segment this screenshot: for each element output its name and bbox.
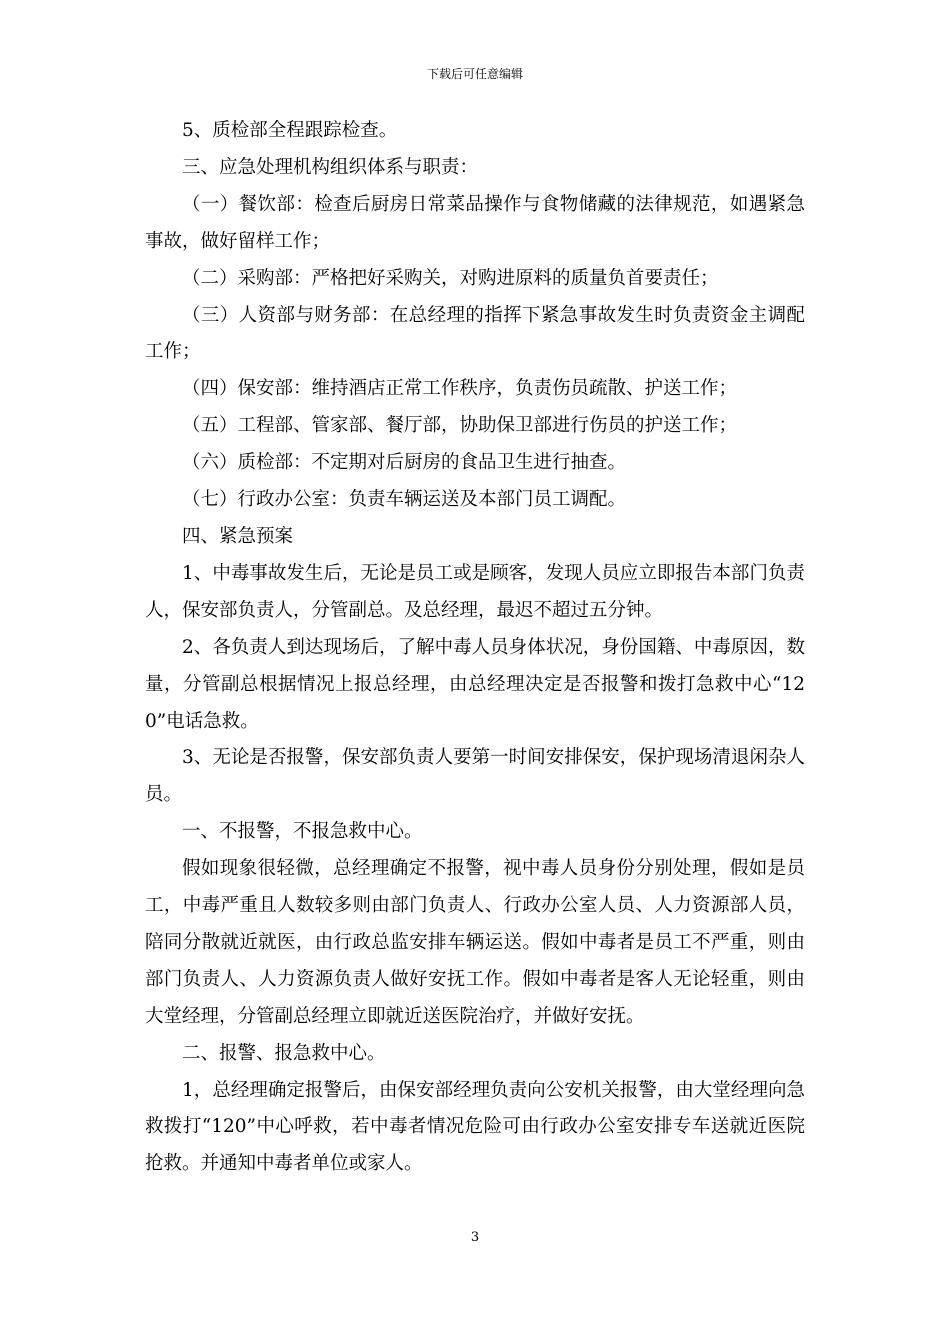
section-heading: 三、应急处理机构组织体系与职责： — [182, 156, 479, 178]
paragraph: （五）工程部、管家部、餐厅部，协助保卫部进行伤员的护送工作； — [182, 415, 738, 437]
paragraph: 5、质检部全程跟踪检查。 — [182, 120, 398, 141]
document-body — [145, 113, 805, 1183]
paragraph: 1、中毒事故发生后，无论是员工或是顾客，发现人员应立即报告本部门负责人，保安部负责人，分管副总。及总经理，最迟不超过五分钟。 — [145, 562, 805, 621]
page-header: 下载后可任意编辑 — [426, 67, 523, 81]
paragraph: 1，总经理确定报警后，由保安部经理负责向公安机关报警，由大堂经理向急救拨打“120”中心呼救，若中毒者情况危险可由行政办公室安排专车送就近医院抢救。并通知中毒者单位或家人。 — [145, 1079, 805, 1175]
paragraph: 3、无论是否报警，保安部负责人要第一时间安排保安，保护现场清退闲杂人员。 — [145, 747, 805, 806]
section-heading: 一、不报警，不报急救中心。 — [182, 821, 423, 843]
paragraph: 2、各负责人到达现场后，了解中毒人员身体状况，身份国籍、中毒原因，数量，分管副总根据情况上报总经理，由总经理决定是否报警和拨打急救中心“120”电话急救。 — [145, 636, 805, 732]
paragraph: 假如现象很轻微，总经理确定不报警，视中毒人员身份分别处理，假如是员工，中毒严重且人数较多则由部门负责人、行政办公室人员、人力资源部人员，陪同分散就近就医，由行政总监安排车辆运送。假如中毒者是员工不严重，则由部门负责人、人力资源负责人做好安抚工作。假如中毒者是客人无论轻重，则由大堂经理，分管副总经理立即就近送医院治疗，并做好安抚。 — [145, 858, 805, 1027]
paragraph: （三）人资部与财务部：在总经理的指挥下紧急事故发生时负责资金主调配工作； — [145, 304, 805, 363]
paragraph: （六）质检部：不定期对后厨房的食品卫生进行抽查。 — [182, 452, 627, 474]
section-heading: 四、紧急预案 — [182, 525, 294, 547]
paragraph: （一）餐饮部：检查后厨房日常菜品操作与食物储藏的法律规范，如遇紧急事故，做好留样工作； — [145, 193, 805, 252]
section-heading: 二、报警、报急救中心。 — [182, 1042, 386, 1064]
page-number: 3 — [470, 1230, 480, 1245]
paragraph: （二）采购部：严格把好采购关，对购进原料的质量负首要责任； — [182, 267, 719, 289]
paragraph: （七）行政办公室：负责车辆运送及本部门员工调配。 — [182, 489, 627, 511]
paragraph: （四）保安部：维持酒店正常工作秩序，负责伤员疏散、护送工作； — [182, 378, 738, 400]
